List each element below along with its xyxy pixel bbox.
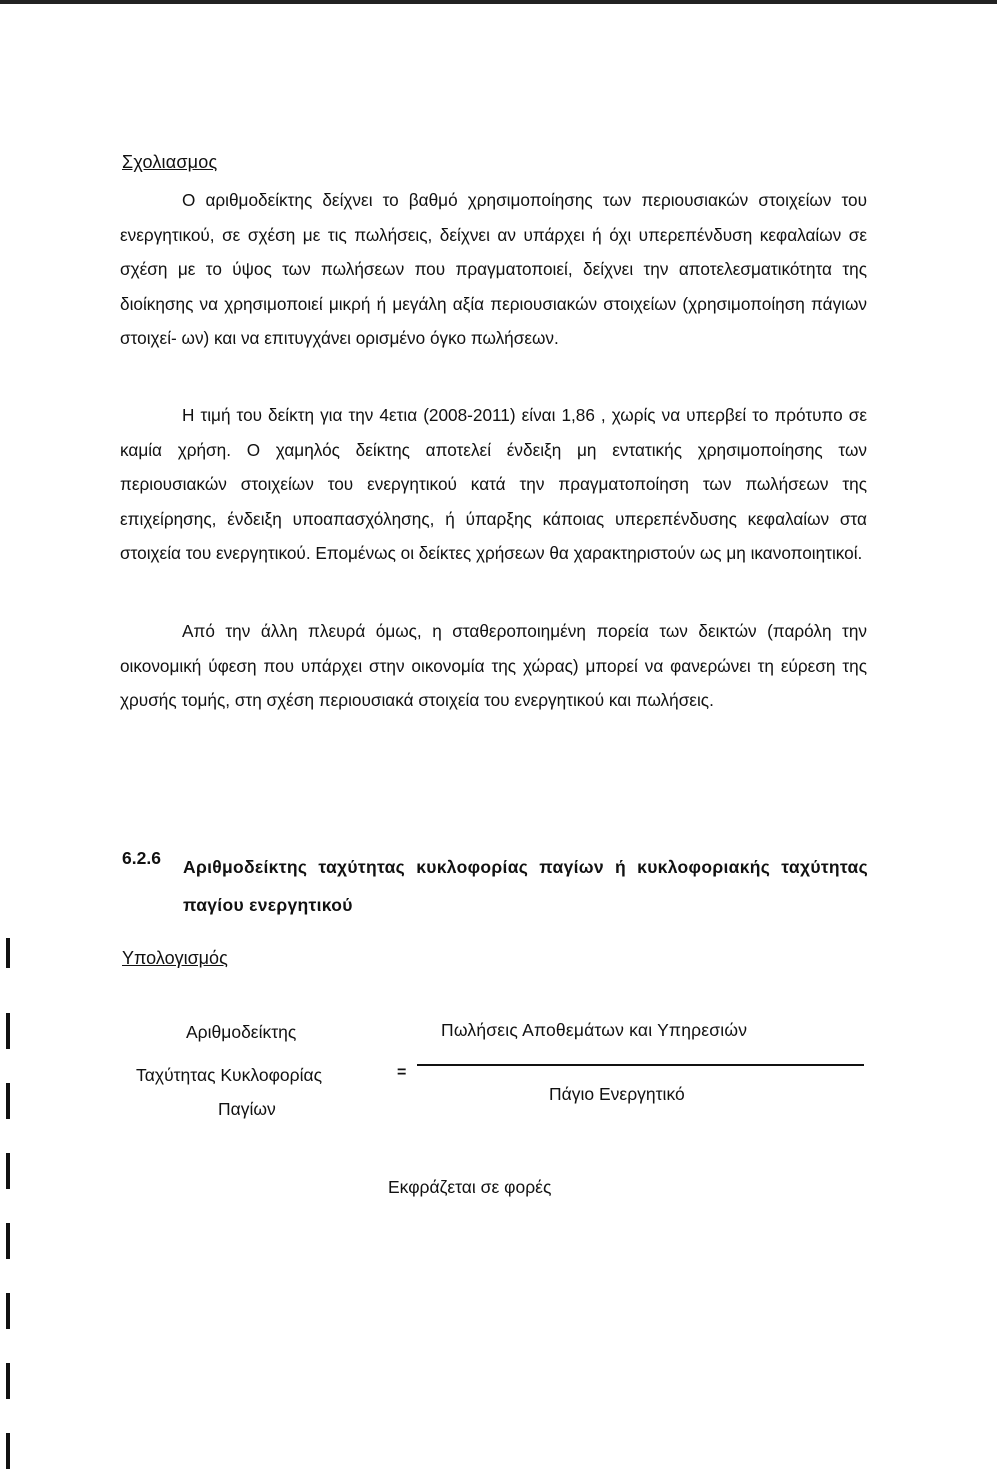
paragraph-commentary-3 <box>120 614 867 718</box>
binding-mark <box>6 1293 10 1329</box>
paragraph-text: Η τιμή του δείκτη για την 4ετια (2008-2011) είναι 1,86 , χωρίς να υπερβεί το πρότυπο σε καμία χρήση. Ο χαμηλός δείκτης αποτελεί ένδειξη μη εντατικής χρησιμοποίησης των περιουσιακών στοιχείων του ενεργητικού κατά την πραγματοποίηση των πωλήσεων της επιχείρησης, ένδειξη υποαπασχόλησης, ή ύπαρξης κάποιας υπερεπένδυσης κεφαλαίων στα στοιχεία του ενεργητικού. Επομένως οι δείκτες χρήσεων θα χαρακτηριστούν ως μη ικανοποιητικοί. <box>120 405 867 563</box>
formula-numerator: Πωλήσεις Αποθεμάτων και Υπηρεσιών <box>441 1020 748 1040</box>
units-note: Εκφράζεται σε φορές <box>388 1177 552 1197</box>
top-border-line <box>0 0 997 4</box>
calculation-title: Υπολογισμός <box>122 948 228 968</box>
paragraph-text: Ο αριθμοδείκτης δείχνει το βαθμό χρησιμοποίησης των περιουσιακών στοιχείων του ενεργητικού, σε σχέση με τις πωλήσεις, δείχνει αν υπάρχει ή όχι υπερεπένδυση κεφαλαίων σε σχέση με το ύψος των πωλήσεων που πραγματοποιεί, δείχνει την αποτελεσματικότητα της διοίκησης να χρησιμοποιεί μικρή ή μεγάλη αξία περιουσιακών στοιχείων (χρησιμοποίηση πάγιων στοιχεί- ων) και να επιτυγχάνει ορισμένο όγκο πωλήσεων. <box>120 190 867 348</box>
paragraph-commentary-2 <box>120 398 867 571</box>
binding-mark <box>6 1013 10 1049</box>
fraction-line <box>417 1064 864 1066</box>
formula-label-line-2: Ταχύτητας Κυκλοφορίας <box>136 1065 323 1085</box>
binding-mark <box>6 1223 10 1259</box>
section-title: Σχολιασμος <box>122 152 218 172</box>
formula-denominator: Πάγιο Ενεργητικό <box>549 1084 685 1104</box>
binding-mark <box>6 1083 10 1119</box>
paragraph-commentary-1 <box>120 183 867 356</box>
heading-title: Αριθμοδείκτης ταχύτητας κυκλοφορίας παγίων ή κυκλοφοριακής ταχύτητας παγίου ενεργητικού <box>183 857 868 915</box>
binding-mark <box>6 1433 10 1469</box>
equals-sign: = <box>397 1064 407 1081</box>
binding-mark <box>6 938 10 968</box>
paragraph-text: Από την άλλη πλευρά όμως, η σταθεροποιημένη πορεία των δεικτών (παρόλη την οικονομική ύφεση που υπάρχει στην οικονομία της χώρας) μπορεί να φανερώνει τη εύρεση της χρυσής τομής, στη σχέση περιουσιακά στοιχεία του ενεργητικού και πωλήσεις. <box>120 621 867 710</box>
formula-label-line-1: Αριθμοδείκτης <box>186 1022 297 1042</box>
binding-mark <box>6 1363 10 1399</box>
heading-number: 6.2.6 <box>122 848 161 868</box>
binding-mark <box>6 1153 10 1189</box>
formula-label-line-3: Παγίων <box>218 1099 276 1119</box>
